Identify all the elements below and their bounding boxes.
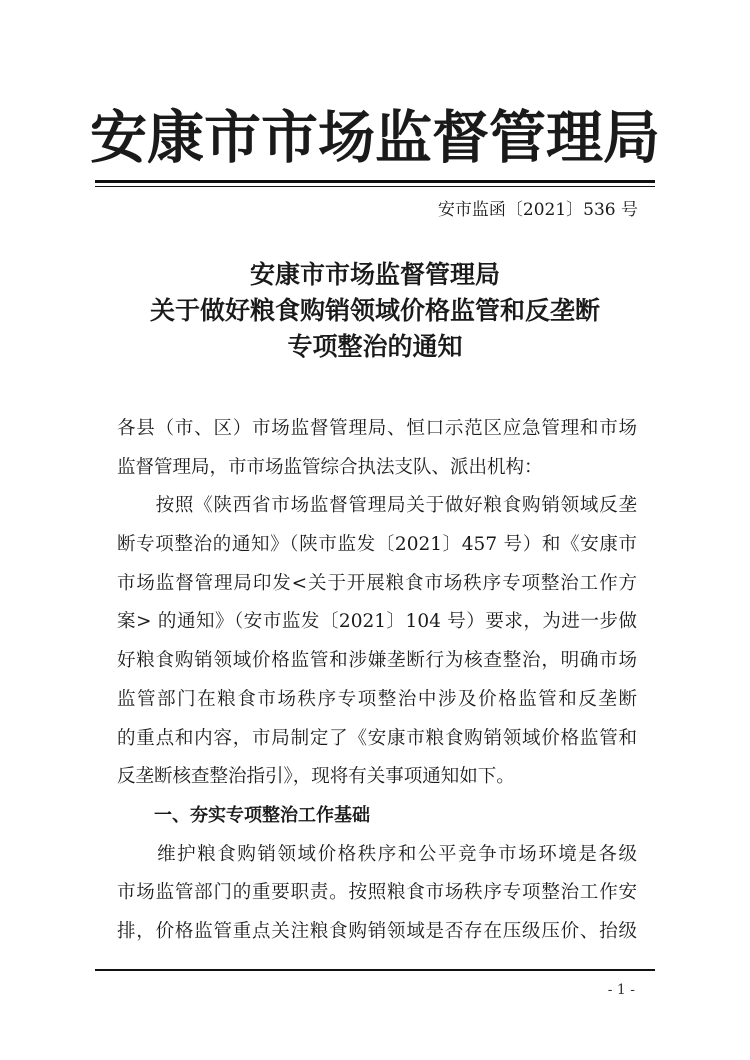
body-line: 案> 的通知》（安市监发〔2021〕104 号）要求，为进一步做 (117, 611, 637, 633)
body-line: 监管部门在粮食市场秩序专项整治中涉及价格监管和反垄断 (117, 688, 637, 710)
body-line: 维护粮食购销领域价格秩序和公平竞争市场环境是各级 (117, 843, 637, 865)
body-line: 市场监督管理局印发<关于开展粮食市场秩序专项整治工作方 (117, 572, 637, 594)
body-line: 排，价格监管重点关注粮食购销领域是否存在压级压价、抬级 (117, 920, 637, 942)
notice-title-line-1: 安康市市场监督管理局 (249, 260, 500, 289)
notice-title-line-2: 关于做好粮食购销领域价格监管和反垄断 (149, 296, 600, 325)
document-number: 安市监函〔2021〕536 号 (437, 200, 638, 220)
body-line: 监督管理局，市市场监管综合执法支队、派出机构： (117, 456, 543, 478)
footer-rule (95, 969, 655, 971)
header-rule-thin (95, 186, 655, 187)
section-heading: 一、夯实专项整治工作基础 (154, 804, 370, 826)
agency-header-title: 安康市市场监督管理局 (90, 104, 660, 171)
document-body (117, 410, 637, 952)
header-rule-thick (95, 180, 655, 183)
page-number: - 1 - (607, 982, 635, 998)
body-line: 断专项整治的通知》（陕市监发〔2021〕457 号）和《安康市 (117, 534, 637, 556)
body-line: 的重点和内容，市局制定了《安康市粮食购销领域价格监管和 (117, 727, 637, 749)
body-line: 反垄断核查整治指引》，现将有关事项通知如下。 (117, 766, 515, 788)
body-line: 市场监管部门的重要职责。按照粮食市场秩序专项整治工作安 (117, 882, 637, 904)
notice-title-line-3: 专项整治的通知 (287, 332, 463, 361)
notice-title (0, 257, 750, 365)
body-line: 好粮食购销领域价格监管和涉嫌垄断行为核查整治，明确市场 (117, 650, 637, 672)
body-line: 按照《陕西省市场监督管理局关于做好粮食购销领域反垄 (117, 495, 637, 517)
body-line: 各县（市、区）市场监督管理局、恒口示范区应急管理和市场 (117, 418, 637, 439)
